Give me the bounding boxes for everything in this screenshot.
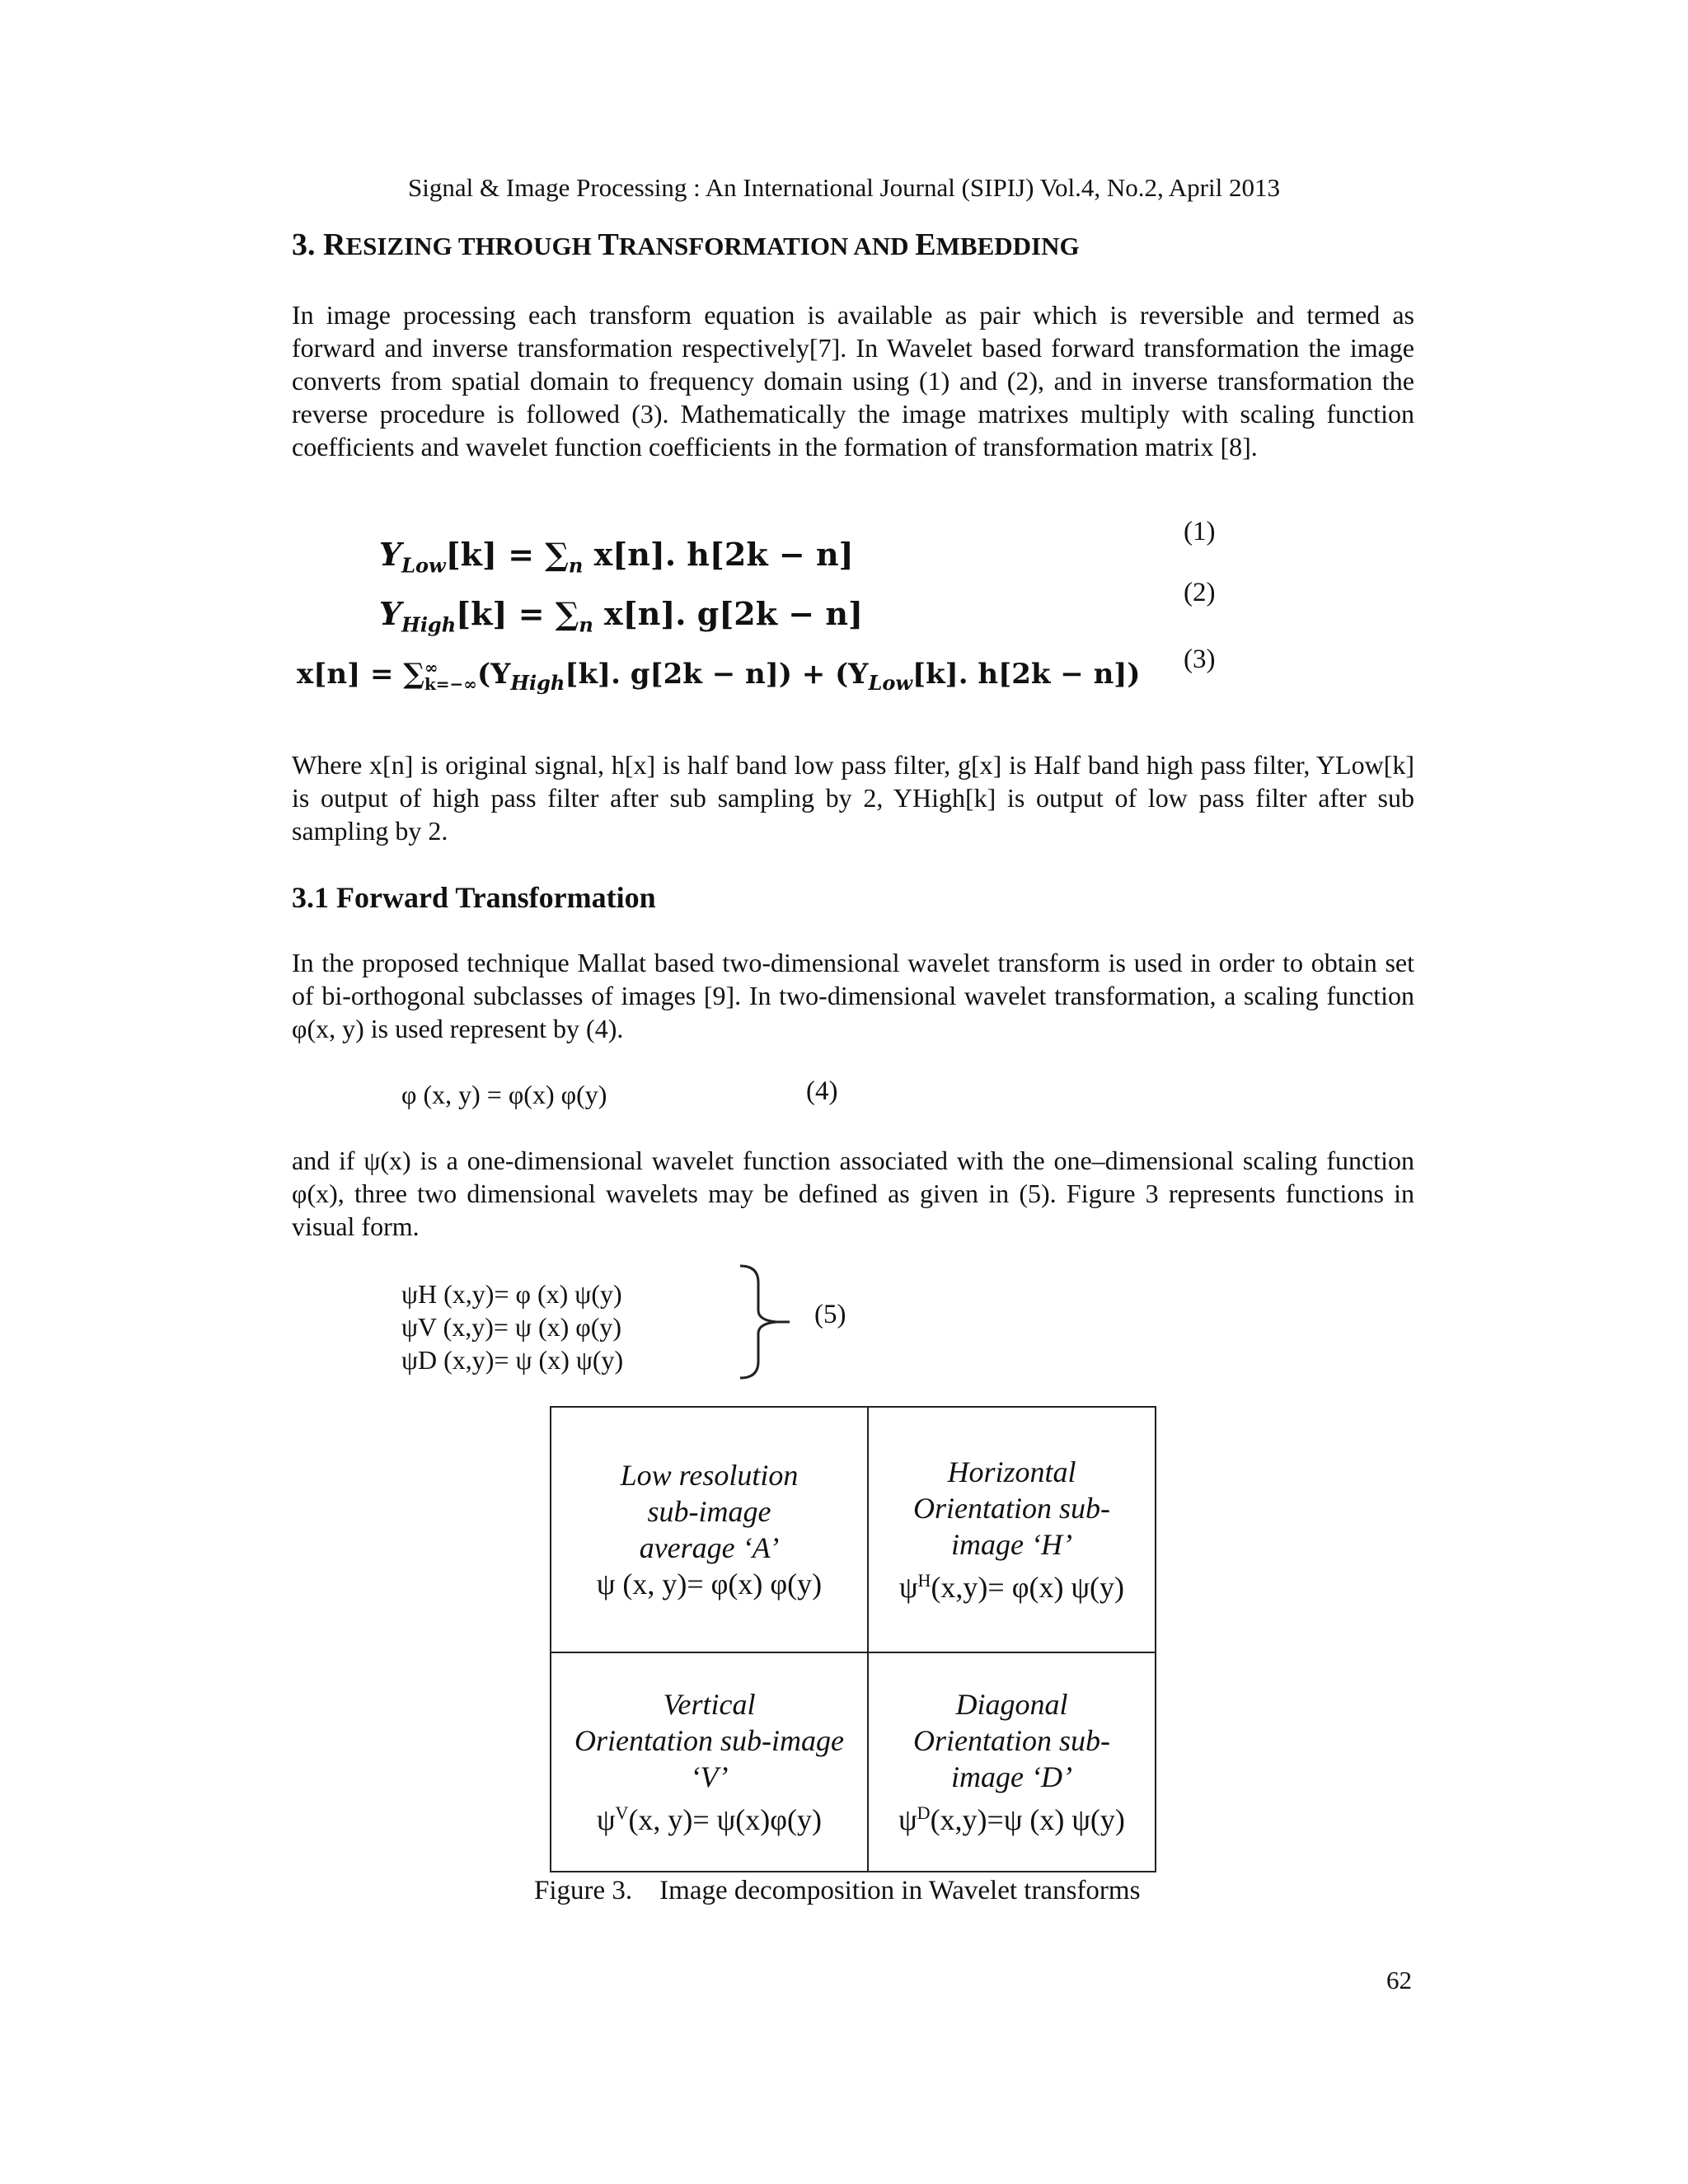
cell-horizontal [869, 1408, 1155, 1652]
section-title-r: R [323, 227, 346, 262]
paragraph-forward: In the proposed technique Mallat based two-dimensional wavelet transform is used in order to obtain set of bi-orthogonal subclasses of images [9]. In two-dimensional wavelet transformation, a scaling function φ(x, y) is used represent by (4). [292, 948, 1414, 1043]
psi-superscript: D [917, 1802, 931, 1823]
psi-superscript: H [917, 1570, 931, 1591]
cell-line: Orientation sub- [913, 1724, 1110, 1757]
figure-3-grid [550, 1406, 1156, 1872]
formula-text: (x, y)= ψ(x)φ(y) [628, 1803, 822, 1836]
cell-line: Orientation sub-image [574, 1724, 844, 1757]
cell-formula [597, 1795, 822, 1838]
figure-caption: Figure 3. Image decomposition in Wavelet transforms [534, 1876, 1141, 1905]
cell-formula [597, 1566, 822, 1602]
eq1-rest: [k] = ∑ [445, 536, 569, 573]
eq3-sum-sub: k=−∞ [424, 674, 477, 694]
equation-1 [379, 536, 854, 578]
formula-text: (x,y)= φ(x) ψ(y) [931, 1571, 1124, 1604]
eq3-sub-high: High [510, 670, 565, 695]
running-header: Signal & Image Processing : An International Journal (SIPIJ) Vol.4, No.2, April 2013 [408, 173, 1280, 202]
eq5-line-d: ψD (x,y)= ψ (x) ψ(y) [401, 1345, 624, 1375]
eq3-part-b: (Y [476, 658, 511, 691]
eq3-part-c: [k]. g[2k − n]) + (Y [565, 658, 869, 691]
cell-formula [898, 1795, 1125, 1838]
section-number: 3. [292, 227, 316, 262]
section-title-part: ESIZING THROUGH [345, 232, 598, 260]
page-number: 62 [1386, 1966, 1412, 1994]
eq5-line-h: ψH (x,y)= φ (x) ψ(y) [401, 1279, 622, 1309]
eq3-part-a: x[n] = ∑ [297, 658, 424, 691]
equation-2 [379, 595, 863, 637]
section-heading [292, 227, 1080, 263]
eq3-sub-low: Low [868, 670, 912, 695]
cell-vertical [551, 1653, 867, 1871]
psi-symbol: ψ [898, 1803, 917, 1836]
psi-symbol: ψ [597, 1803, 616, 1836]
equation-3-number: (3) [1184, 644, 1216, 674]
eq5-line-v: ψV (x,y)= ψ (x) φ(y) [401, 1312, 622, 1342]
eq2-lhs-sub: High [401, 612, 457, 637]
eq1-lhs: Y [379, 536, 402, 573]
eq2-tail: x[n]. g[2k − n] [593, 595, 863, 632]
eq3-part-d: [k]. h[2k − n]) [912, 658, 1141, 691]
equation-4: φ (x, y) = φ(x) φ(y) [401, 1080, 607, 1109]
cell-formula [899, 1563, 1124, 1605]
section-title-t: T [598, 227, 619, 262]
section-title-part: RANSFORMATION AND [618, 232, 916, 260]
formula-text: (x,y)=ψ (x) ψ(y) [930, 1803, 1125, 1836]
section-title-part: MBEDDING [935, 232, 1080, 260]
cell-approximation [551, 1408, 867, 1652]
paragraph-wavelet: and if ψ(x) is a one-dimensional wavelet function associated with the one–dimensional scaling function φ(x), three two dimensional wavelets may be defined as given in (5). Figure 3 represents functions in visual form. [292, 1146, 1414, 1241]
equation-2-number: (2) [1184, 578, 1216, 607]
cell-line: Horizontal [947, 1455, 1076, 1488]
cell-line: average ‘A’ [639, 1531, 780, 1564]
equation-5-number: (5) [814, 1300, 846, 1329]
subsection-heading: 3.1 Forward Transformation [292, 881, 656, 914]
equation-1-number: (1) [1184, 517, 1216, 546]
cell-line: Diagonal [955, 1688, 1068, 1721]
eq2-rest: [k] = ∑ [456, 595, 579, 632]
section-title-e: E [915, 227, 936, 262]
paragraph-intro: In image processing each transform equation is available as pair which is reversible and termed as forward and inverse transformation respectively[7]. In Wavelet based forward transformation the image converts from spatial domain to frequency domain using (1) and (2), and in inverse transformation the reverse procedure is followed (3). Mathematically the image matrixes multiply with scaling function coefficients and wavelet function coefficients in the formation of transformation matrix [8]. [292, 300, 1414, 462]
equation-4-number: (4) [806, 1076, 838, 1106]
cell-diagonal [869, 1653, 1155, 1871]
cell-line: Low resolution [620, 1459, 799, 1492]
cell-line: ‘V’ [690, 1760, 729, 1793]
right-brace-icon [734, 1263, 791, 1381]
cell-line: image ‘D’ [951, 1760, 1072, 1793]
paragraph-where: Where x[n] is original signal, h[x] is half band low pass filter, g[x] is Half band high pass filter, YLow[k] is output of high pass filter after sub sampling by 2, YHigh[k] is output of low pass filter after sub sampling by 2. [292, 750, 1414, 846]
eq3-sum-sup: ∞ [424, 658, 438, 677]
cell-line: sub-image [647, 1495, 771, 1528]
eq1-sum-sub: n [568, 553, 584, 578]
psi-symbol: ψ [596, 1568, 616, 1601]
eq1-tail: x[n]. h[2k − n] [583, 536, 854, 573]
equation-3 [297, 658, 1140, 695]
eq1-lhs-sub: Low [401, 553, 446, 578]
cell-line: Vertical [663, 1688, 756, 1721]
psi-superscript: V [615, 1802, 629, 1823]
cell-line: image ‘H’ [951, 1528, 1072, 1561]
eq2-sum-sub: n [579, 612, 593, 637]
cell-line: Orientation sub- [913, 1492, 1110, 1525]
formula-text: (x, y)= φ(x) φ(y) [615, 1568, 823, 1601]
equation-5-lines [401, 1277, 623, 1376]
eq2-lhs: Y [379, 595, 402, 632]
psi-symbol: ψ [899, 1571, 918, 1604]
